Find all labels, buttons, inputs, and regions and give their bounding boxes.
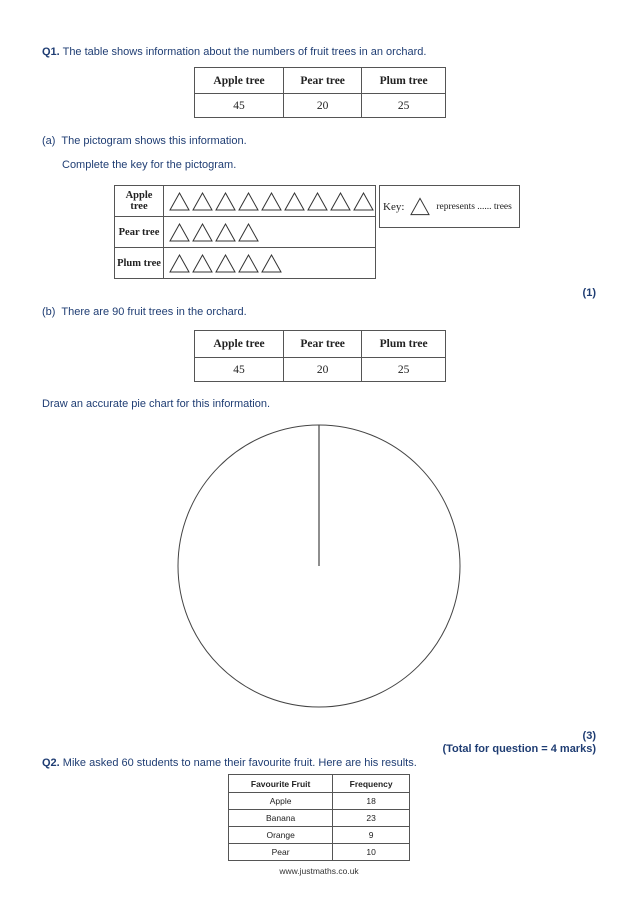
- part-b-table: [194, 330, 446, 382]
- q1-table-cell: 25: [362, 94, 446, 118]
- q2-cell-frequency: 10: [333, 844, 410, 861]
- q2-number: Q2.: [42, 757, 60, 769]
- part-b-statement: There are 90 fruit trees in the orchard.: [61, 306, 247, 318]
- q2-cell-frequency: 18: [333, 793, 410, 810]
- q1-intro-text: The table shows information about the numbers of fruit trees in an orchard.: [62, 46, 427, 58]
- part-b-table-cell: 45: [195, 358, 284, 382]
- pictogram-key: [379, 185, 520, 228]
- triangle-icon: [261, 192, 282, 211]
- table-row: [229, 810, 410, 827]
- part-b-label: (b): [42, 306, 56, 318]
- q1-table-cell: 20: [284, 94, 362, 118]
- table-row: [229, 844, 410, 861]
- q1-table-header: Plum tree: [362, 68, 446, 94]
- q1-total: (Total for question = 4 marks): [442, 743, 596, 755]
- q2-table-header: Favourite Fruit: [229, 775, 333, 793]
- pie-chart-template[interactable]: [176, 422, 464, 710]
- q1-intro: [42, 46, 426, 58]
- part-a-text: [42, 135, 247, 147]
- triangle-icon: [169, 223, 190, 242]
- triangle-icon: [192, 223, 213, 242]
- q2-cell-fruit: Banana: [229, 810, 333, 827]
- q1-number: Q1.: [42, 46, 60, 58]
- part-b-table-header: Plum tree: [362, 331, 446, 358]
- pictogram-symbols: [164, 217, 376, 248]
- triangle-icon: [238, 192, 259, 211]
- part-a-statement: The pictogram shows this information.: [61, 135, 247, 147]
- q2-cell-frequency: 23: [333, 810, 410, 827]
- part-a-marks: (1): [582, 287, 596, 299]
- triangle-icon: [215, 254, 236, 273]
- pictogram-row: [115, 248, 376, 279]
- triangle-icon: [330, 192, 351, 211]
- triangle-icon: [284, 192, 305, 211]
- triangle-icon: [238, 254, 259, 273]
- part-a-label: (a): [42, 135, 56, 147]
- part-b-instruction: Draw an accurate pie chart for this information.: [42, 398, 271, 410]
- table-row: [229, 827, 410, 844]
- part-b-text: [42, 306, 247, 318]
- key-text: represents ...... trees: [436, 201, 512, 212]
- q2-text: [42, 757, 417, 769]
- key-label: Key:: [383, 200, 405, 213]
- triangle-icon: [169, 192, 190, 211]
- triangle-icon: [192, 254, 213, 273]
- part-b-marks: (3): [582, 730, 596, 742]
- q1-table-cell: 45: [195, 94, 284, 118]
- pictogram-label: Apple tree: [115, 186, 164, 217]
- triangle-icon: [307, 192, 328, 211]
- table-row: [229, 793, 410, 810]
- triangle-icon: [238, 223, 259, 242]
- q1-table: [194, 67, 446, 118]
- q2-cell-fruit: Apple: [229, 793, 333, 810]
- part-a-instruction: Complete the key for the pictogram.: [62, 159, 237, 171]
- q2-table: [228, 774, 410, 861]
- triangle-icon: [215, 223, 236, 242]
- footer-url[interactable]: www.justmaths.co.uk: [279, 866, 359, 876]
- pictogram-row: [115, 217, 376, 248]
- triangle-icon: [353, 192, 374, 211]
- triangle-icon: [192, 192, 213, 211]
- triangle-icon: [169, 254, 190, 273]
- triangle-icon: [215, 192, 236, 211]
- plum-symbols: [165, 254, 374, 273]
- pictogram-row: [115, 186, 376, 217]
- pictogram-symbols: [164, 248, 376, 279]
- q1-table-header: Pear tree: [284, 68, 362, 94]
- q2-cell-frequency: 9: [333, 827, 410, 844]
- apple-symbols: [165, 192, 374, 211]
- q2-table-header: Frequency: [333, 775, 410, 793]
- part-b-table-header: Apple tree: [195, 331, 284, 358]
- part-b-table-cell: 20: [284, 358, 362, 382]
- q2-cell-fruit: Orange: [229, 827, 333, 844]
- pictogram: [114, 185, 376, 279]
- pictogram-label: Plum tree: [115, 248, 164, 279]
- part-b-table-header: Pear tree: [284, 331, 362, 358]
- q2-statement: Mike asked 60 students to name their favourite fruit. Here are his results.: [62, 757, 417, 769]
- triangle-icon: [410, 197, 430, 216]
- pictogram-label: Pear tree: [115, 217, 164, 248]
- pictogram-symbols: [164, 186, 376, 217]
- pear-symbols: [165, 223, 374, 242]
- q2-cell-fruit: Pear: [229, 844, 333, 861]
- part-b-table-cell: 25: [362, 358, 446, 382]
- triangle-icon: [261, 254, 282, 273]
- q1-table-header: Apple tree: [195, 68, 284, 94]
